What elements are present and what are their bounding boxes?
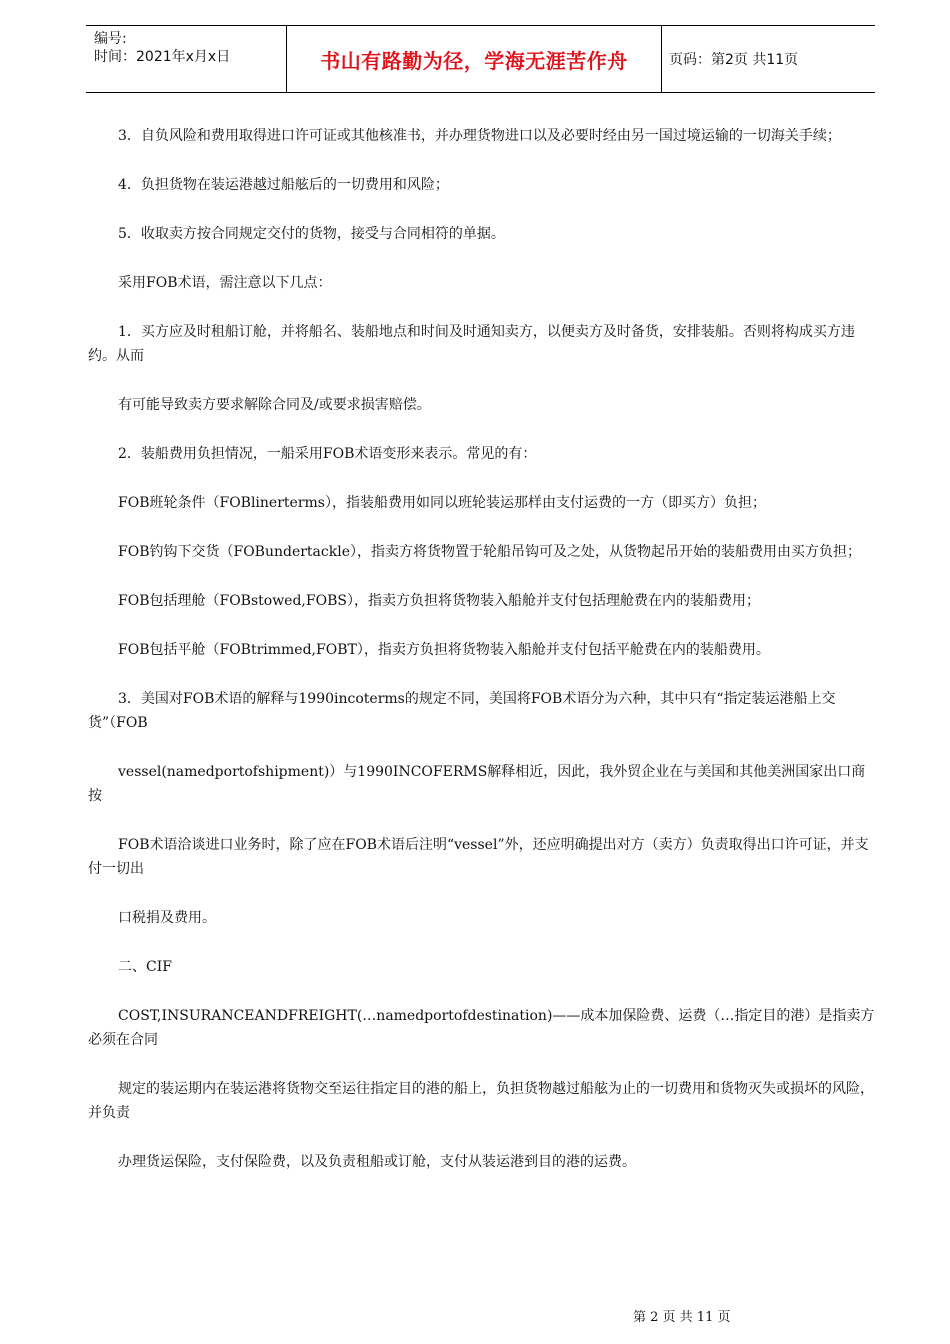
page-footer	[633, 1306, 730, 1325]
paragraph: 采用FOB术语，需注意以下几点：	[118, 275, 332, 291]
footer-page-number: 第 2 页 共 11 页	[633, 1310, 731, 1325]
paragraph: 二、CIF	[118, 959, 172, 975]
number-label: 编号:	[94, 31, 127, 47]
header-page-info	[669, 26, 798, 92]
page-label: 页码：第2页 共11页	[669, 52, 799, 68]
paragraph: 有可能导致卖方要求解除合同及/或要求损害赔偿。	[118, 397, 431, 413]
paragraph: FOB包括理舱（FOBstowed,FOBS），指卖方负担将货物装入船舱并支付包括理舱费在内的装船费用；	[118, 593, 760, 609]
paragraph: 3．自负风险和费用取得进口许可证或其他核准书，并办理货物进口以及必要时经由另一国过境运输的一切海关手续；	[118, 128, 841, 144]
paragraph: 口税捐及费用。	[118, 910, 216, 926]
motto-text: 书山有路勤为径，学海无涯苦作舟	[320, 48, 628, 73]
paragraph: FOB术语洽谈进口业务时，除了应在FOB术语后注明“vessel”外，还应明确提出对方（卖方）负责取得出口许可证，并支付一切出	[88, 837, 869, 877]
header-motto-box	[286, 26, 662, 92]
paragraph: COST,INSURANCEANDFREIGHT(…namedportofdestination)——成本加保险费、运费（…指定目的港）是指卖方必须在合同	[88, 1008, 875, 1048]
paragraph: FOB钓钩下交货（FOBundertackle），指卖方将货物置于轮船吊钩可及之处，从货物起吊开始的装船费用由买方负担；	[118, 544, 861, 560]
paragraph: 规定的装运期内在装运港将货物交至运往指定目的港的船上，负担货物越过船舷为止的一切费用和货物灭失或损坏的风险，并负责	[88, 1081, 874, 1121]
paragraph: 2．装船费用负担情况，一船采用FOB术语变形来表示。常见的有：	[118, 446, 537, 462]
document-body	[88, 124, 878, 1199]
paragraph: FOB班轮条件（FOBlinerterms），指装船费用如同以班轮装运那样由支付运费的一方（即买方）负担；	[118, 495, 766, 511]
paragraph: 办理货运保险，支付保险费，以及负责租船或订舱，支付从装运港到目的港的运费。	[118, 1154, 636, 1170]
page-header	[86, 25, 875, 93]
paragraph: 4．负担货物在装运港越过船舷后的一切费用和风险；	[118, 177, 449, 193]
paragraph: 3．美国对FOB术语的解释与1990incoterms的规定不同，美国将FOB术语分为六种，其中只有“指定装运港船上交货”（FOB	[88, 691, 836, 731]
date-label: 时间：2021年x月x日	[94, 49, 231, 65]
paragraph: FOB包括平舱（FOBtrimmed,FOBT），指卖方负担将货物装入船舱并支付包括平舱费在内的装船费用。	[118, 642, 770, 658]
paragraph: 1．买方应及时租船订舱，并将船名、装船地点和时间及时通知卖方，以便卖方及时备货，安排装船。否则将构成买方违约。从而	[88, 324, 855, 364]
paragraph: vessel(namedportofshipment)）与1990INCOFERMS解释相近，因此，我外贸企业在与美国和其他美洲国家出口商按	[88, 764, 866, 804]
paragraph: 5．收取卖方按合同规定交付的货物，接受与合同相符的单据。	[118, 226, 505, 242]
header-meta	[94, 30, 284, 66]
